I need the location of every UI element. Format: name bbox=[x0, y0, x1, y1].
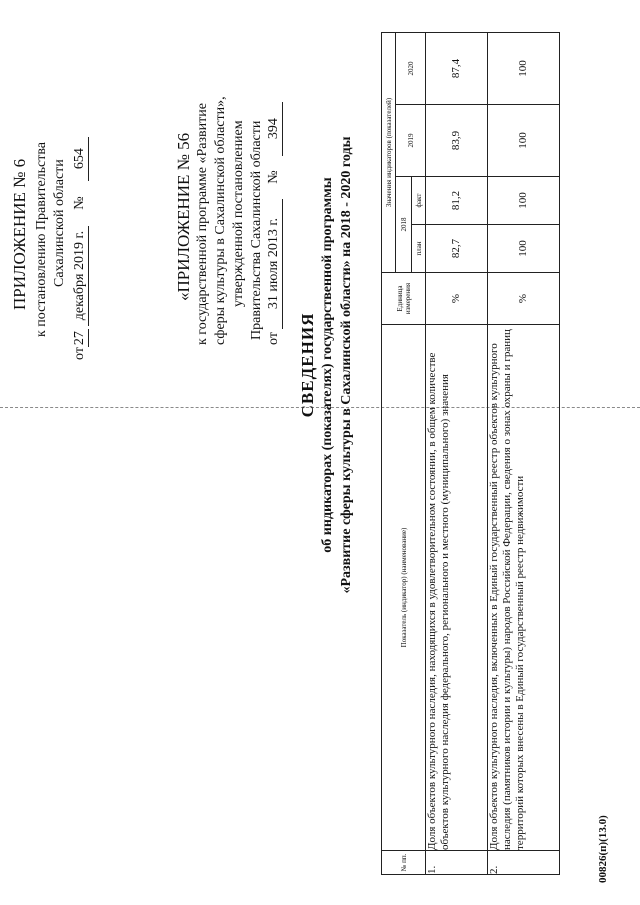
unit-cell: % bbox=[488, 273, 560, 325]
plan-2018-cell: 82,7 bbox=[426, 225, 488, 273]
date-prefix: от bbox=[72, 347, 87, 360]
indicator-text: Доля объектов культурного наследия, включенных в Единый государственный реестр объектов культурного наследия (памятников истории и культуры) народов Российской Федерации, сведения о зонах охраны и границ территорий которых внесены в Единый государственный реестр недвижимости bbox=[488, 325, 560, 851]
prior-date-line bbox=[266, 102, 283, 345]
header-row-1 bbox=[382, 32, 396, 874]
header-year-2018: 2018 bbox=[396, 177, 412, 273]
row-number: 1. bbox=[426, 851, 488, 875]
form-code: 00826(п)(13.0) bbox=[597, 815, 609, 883]
prior-line-1: к государственной программе «Развитие bbox=[195, 103, 210, 345]
header-num: № пп. bbox=[382, 851, 426, 875]
indicator-text: Доля объектов культурного наследия, находящихся в удовлетворительном состоянии, в общем количестве объектов культурного наследия федерального, регионального и местного (муниципального) значения bbox=[426, 325, 488, 851]
prior-date-prefix: от bbox=[266, 332, 281, 345]
prior-appendix-title: «ПРИЛОЖЕНИЕ № 56 bbox=[174, 132, 193, 301]
value-2019-cell: 100 bbox=[488, 105, 560, 177]
region-name: Сахалинской области bbox=[52, 159, 67, 287]
header-unit: Единица измерения bbox=[382, 273, 426, 325]
fact-2018-cell: 100 bbox=[488, 177, 560, 225]
prior-date: 31 июля 2013 г. bbox=[266, 199, 283, 329]
table-row bbox=[426, 32, 488, 874]
document-subtitle: об индикаторах (показателях) государственной программы bbox=[320, 177, 335, 553]
fact-2018-cell: 81,2 bbox=[426, 177, 488, 225]
header-year-2019: 2019 bbox=[396, 105, 426, 177]
header-fact: факт bbox=[412, 177, 426, 225]
table-row bbox=[488, 32, 560, 874]
row-number: 2. bbox=[488, 851, 560, 875]
header-indicator: Показатель (индикатор) (наименование) bbox=[382, 325, 426, 851]
header-plan: план bbox=[412, 225, 426, 273]
unit-cell: % bbox=[426, 273, 488, 325]
document-program-title: «Развитие сферы культуры в Сахалинской области» на 2018 - 2020 годы bbox=[339, 136, 354, 594]
indicators-table bbox=[381, 32, 560, 875]
prior-number: 394 bbox=[266, 102, 283, 156]
header-year-2020: 2020 bbox=[396, 32, 426, 104]
date-month-year: декабря 2019 г. bbox=[72, 226, 89, 326]
document-title: СВЕДЕНИЯ bbox=[298, 312, 317, 418]
value-2020-cell: 87,4 bbox=[426, 32, 488, 104]
prior-number-sign: № bbox=[266, 170, 281, 184]
value-2020-cell: 100 bbox=[488, 32, 560, 104]
value-2019-cell: 83,9 bbox=[426, 105, 488, 177]
date-day: 27 bbox=[72, 331, 87, 346]
plan-2018-cell: 100 bbox=[488, 225, 560, 273]
prior-line-3: утвержденной постановлением bbox=[231, 120, 246, 307]
resolution-ref: к постановлению Правительства bbox=[34, 141, 49, 337]
resolution-number: 654 bbox=[72, 137, 89, 181]
prior-line-2: сферы культуры в Сахалинской области», bbox=[213, 96, 228, 345]
number-sign: № bbox=[72, 196, 87, 210]
prior-line-4: Правительства Сахалинской области bbox=[249, 120, 264, 340]
resolution-date-line bbox=[72, 137, 89, 360]
appendix-title: ПРИЛОЖЕНИЕ № 6 bbox=[10, 158, 29, 310]
header-values: Значения индикаторов (показателей) bbox=[382, 32, 396, 272]
